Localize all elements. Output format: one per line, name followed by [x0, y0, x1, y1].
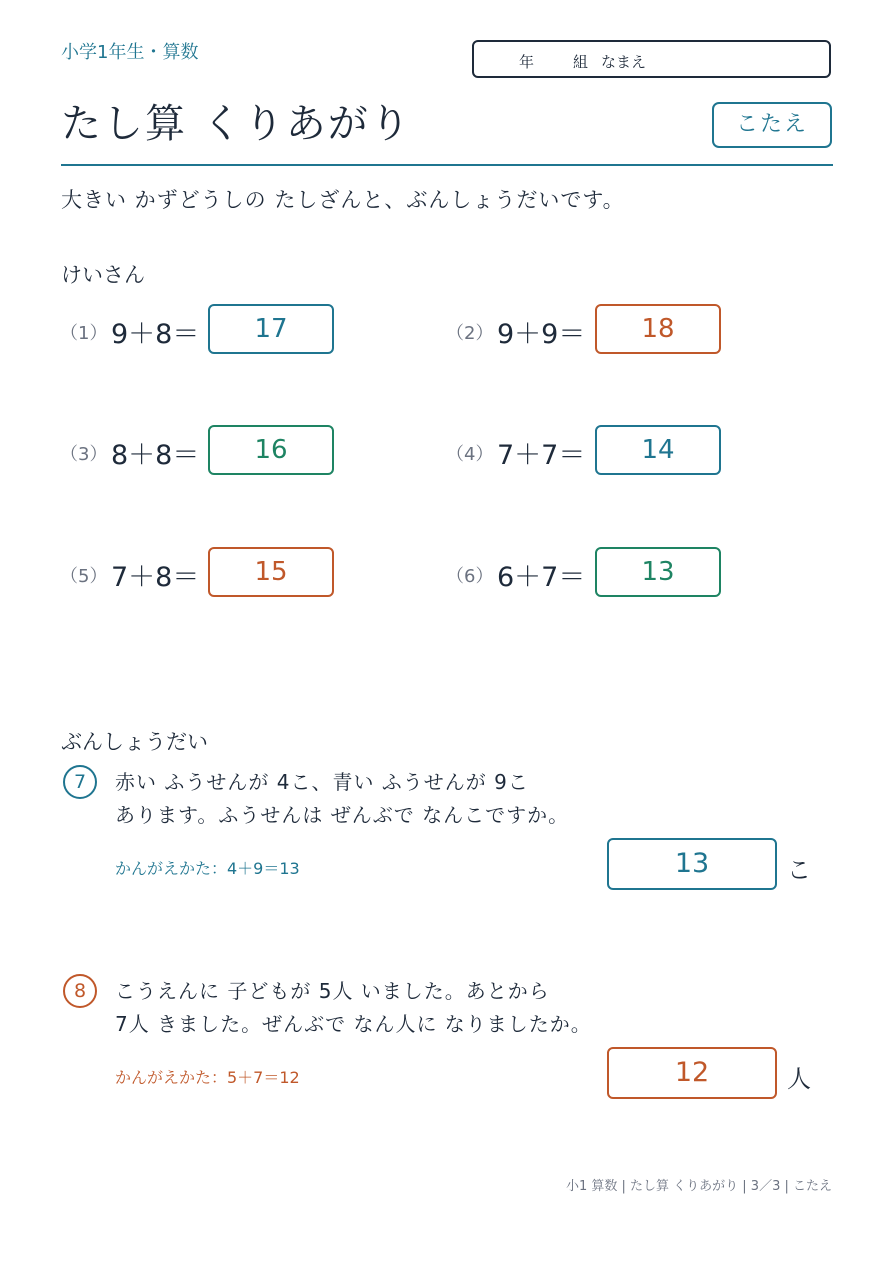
problem-number: （5） [60, 566, 108, 587]
name-field[interactable] [472, 40, 831, 78]
hint-text: かんがえかた：4＋9＝13 [115, 859, 300, 878]
answer-box[interactable]: 16 [208, 425, 334, 475]
problem-expression: 6＋7＝ [497, 562, 586, 593]
title-divider [61, 164, 833, 166]
problem-number: （2） [446, 323, 494, 344]
calc-heading: けいさん [61, 263, 145, 287]
answer-unit: こ [787, 856, 811, 884]
year-label: 年 [519, 53, 535, 71]
problem-number: （3） [60, 444, 108, 465]
answer-box[interactable]: 13 [607, 838, 777, 890]
problem-number-badge: 7 [63, 765, 97, 799]
page-footer: 小1 算数 | たし算 くりあがり | 3／3 | こたえ [565, 1179, 832, 1194]
problem-number: （4） [446, 444, 494, 465]
problem-text-line: こうえんに 子どもが 5人 いました。あとから [115, 979, 550, 1003]
name-label: なまえ [601, 53, 647, 71]
page-title: たし算 くりあがり [61, 101, 412, 147]
problem-number-badge: 8 [63, 974, 97, 1008]
problem-text-line: 7人 きました。ぜんぶで なん人に なりましたか。 [115, 1012, 592, 1036]
problem-expression: 9＋9＝ [497, 319, 586, 350]
problem-text-line: あります。ふうせんは ぜんぶで なんこですか。 [115, 803, 570, 827]
answer-unit: 人 [787, 1065, 811, 1093]
problem-number: （6） [446, 566, 494, 587]
problem-expression: 7＋8＝ [111, 562, 200, 593]
problem-number: （1） [60, 323, 108, 344]
word-heading: ぶんしょうだい [61, 730, 208, 754]
hint-text: かんがえかた：5＋7＝12 [115, 1068, 300, 1087]
problem-text-line: 赤い ふうせんが 4こ、青い ふうせんが 9こ [115, 770, 529, 794]
answer-box[interactable]: 17 [208, 304, 334, 354]
answer-box[interactable]: 12 [607, 1047, 777, 1099]
class-label: 組 [573, 53, 589, 71]
answer-box[interactable]: 13 [595, 547, 721, 597]
problem-expression: 9＋8＝ [111, 319, 200, 350]
problem-expression: 7＋7＝ [497, 440, 586, 471]
problem-expression: 8＋8＝ [111, 440, 200, 471]
answer-badge: こたえ [712, 102, 832, 148]
intro-text: 大きい かずどうしの たしざんと、ぶんしょうだいです。 [61, 188, 625, 212]
answer-box[interactable]: 15 [208, 547, 334, 597]
grade-label: 小学1年生・算数 [61, 42, 199, 63]
answer-box[interactable]: 14 [595, 425, 721, 475]
answer-box[interactable]: 18 [595, 304, 721, 354]
